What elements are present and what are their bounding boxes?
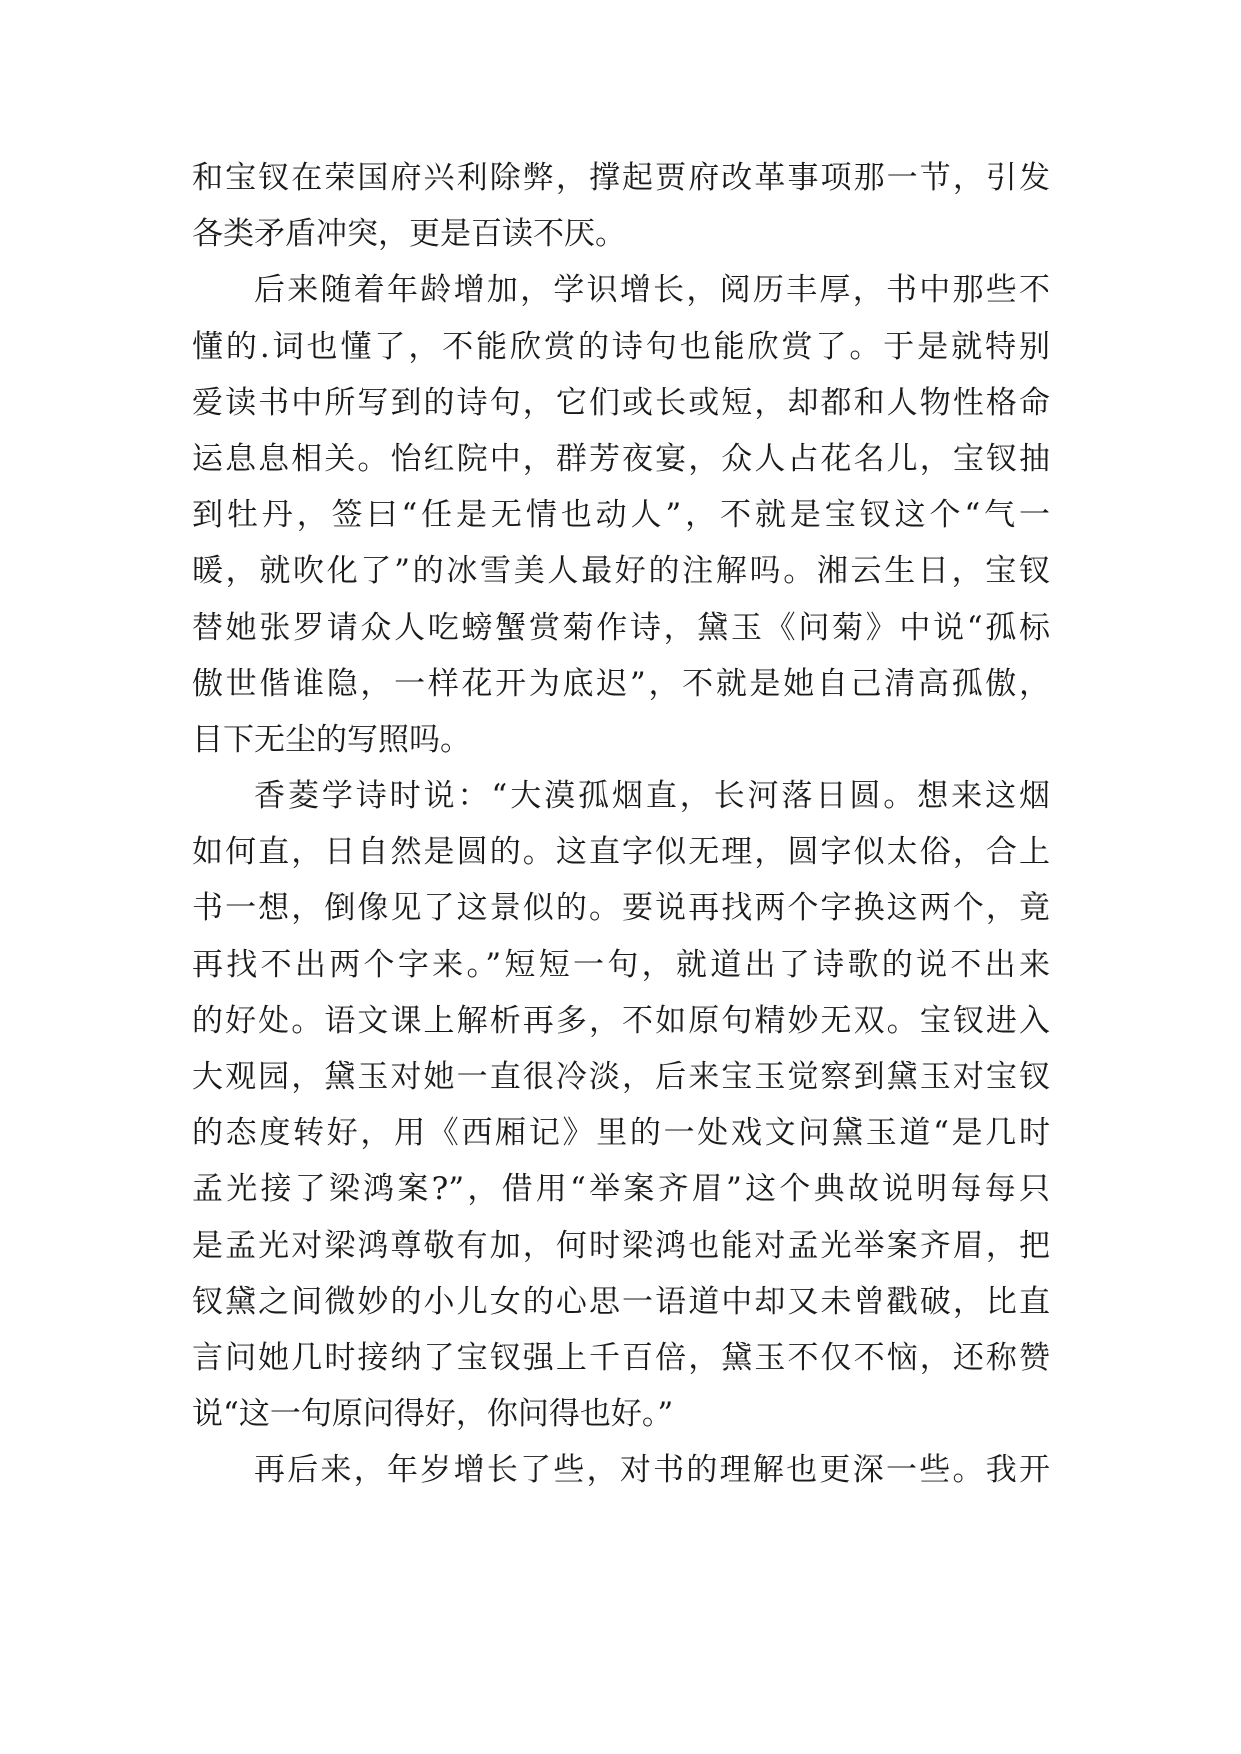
text-line: 替她张罗请众人吃螃蟹赏菊作诗，黛玉《问菊》中说“孤标	[192, 609, 1050, 646]
text-line: 目下无尘的写照吗。	[192, 721, 471, 758]
text-line: 的态度转好，用《西厢记》里的一处戏文问黛玉道“是几时	[192, 1115, 1050, 1152]
body-text	[192, 150, 1050, 1499]
text-line: 说“这一句原问得好，你问得也好。”	[192, 1396, 674, 1433]
text-line: 香菱学诗时说：“大漠孤烟直，长河落日圆。想来这烟	[254, 778, 1050, 815]
text-line: 书一想，倒像见了这景似的。要说再找两个字换这两个，竟	[192, 890, 1050, 927]
text-line: 爱读书中所写到的诗句，它们或长或短，却都和人物性格命	[192, 384, 1050, 421]
text-line: 的好处。语文课上解析再多，不如原句精妙无双。宝钗进入	[192, 1002, 1050, 1039]
text-line: 后来随着年龄增加，学识增长，阅历丰厚，书中那些不	[254, 272, 1050, 309]
text-line: 傲世偕谁隐，一样花开为底迟”，不就是她自己清高孤傲，	[192, 665, 1050, 702]
text-line: 如何直，日自然是圆的。这直字似无理，圆字似太俗，合上	[192, 834, 1050, 871]
text-line: 和宝钗在荣国府兴利除弊，撑起贾府改革事项那一节，引发	[192, 160, 1050, 196]
text-line: 到牡丹，签曰“任是无情也动人”，不就是宝钗这个“气一	[192, 497, 1050, 534]
text-line: 运息息相关。怡红院中，群芳夜宴，众人占花名儿，宝钗抽	[192, 440, 1050, 477]
text-line: 大观园，黛玉对她一直很冷淡，后来宝玉觉察到黛玉对宝钗	[192, 1059, 1050, 1095]
text-line: 各类矛盾冲突，更是百读不厌。	[192, 216, 626, 253]
text-line: 言问她几时接纳了宝钗强上千百倍，黛玉不仅不恼，还称赞	[192, 1339, 1050, 1376]
text-line: 钗黛之间微妙的小儿女的心思一语道中却又未曾戳破，比直	[192, 1283, 1050, 1320]
text-line: 孟光接了梁鸿案?”，借用“举案齐眉”这个典故说明每每只	[192, 1171, 1050, 1208]
text-line: 再后来，年岁增长了些，对书的理解也更深一些。我开	[254, 1452, 1050, 1489]
text-line: 是孟光对梁鸿尊敬有加，何时梁鸿也能对孟光举案齐眉，把	[192, 1227, 1050, 1264]
text-line: 懂的.词也懂了，不能欣赏的诗句也能欣赏了。于是就特别	[192, 328, 1050, 365]
text-line: 暖，就吹化了”的冰雪美人最好的注解吗。湘云生日，宝钗	[192, 553, 1050, 590]
text-line: 再找不出两个字来。”短短一句，就道出了诗歌的说不出来	[192, 946, 1050, 983]
